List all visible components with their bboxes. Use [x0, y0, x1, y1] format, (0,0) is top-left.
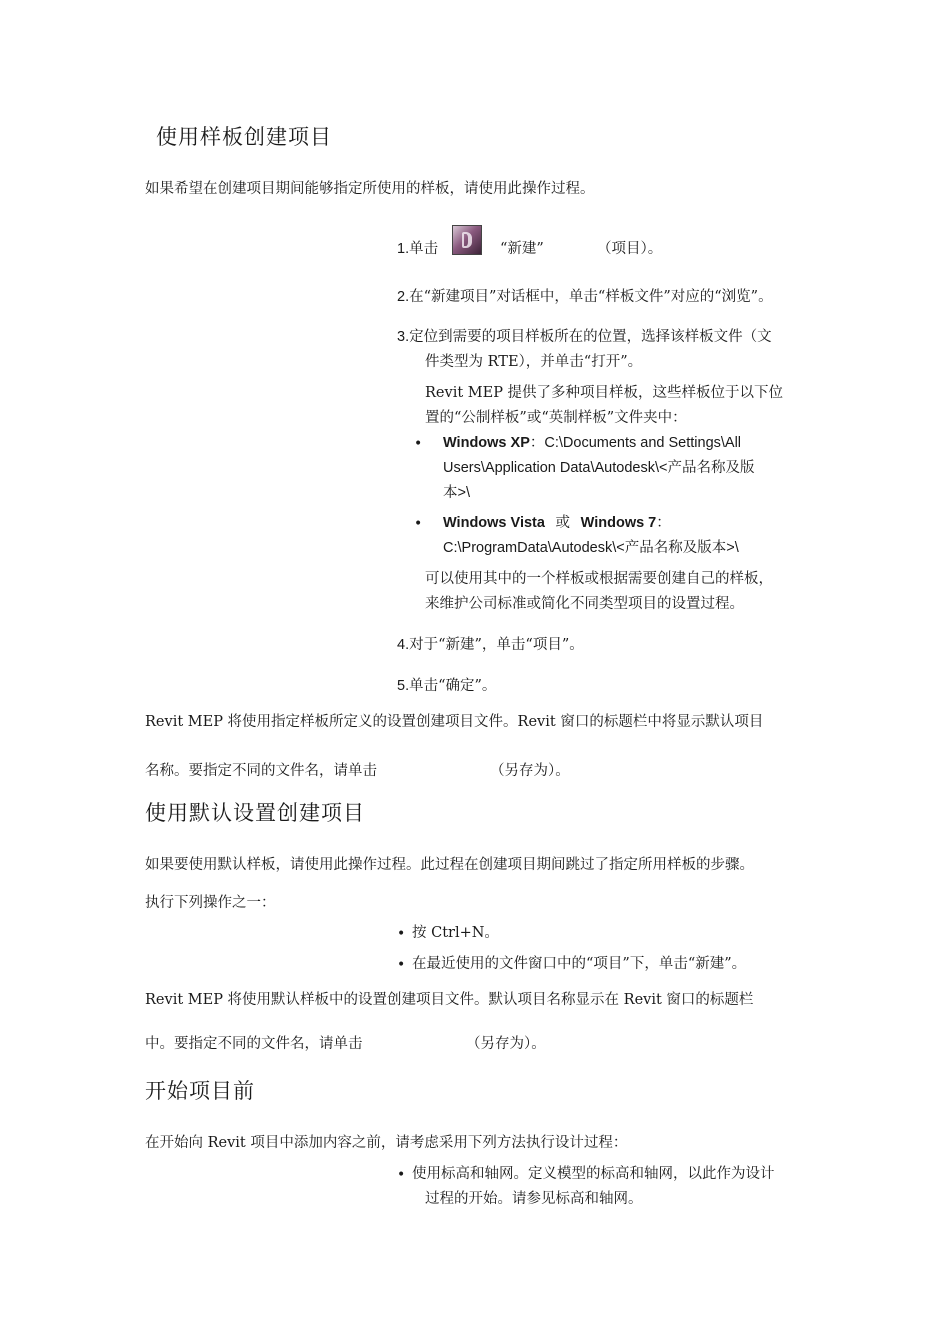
section-heading: 使用默认设置创建项目	[145, 801, 365, 825]
bullet-ctrl-n: 按 Ctrl+N。	[412, 925, 499, 941]
new-icon[interactable]	[452, 225, 482, 255]
section-intro: 在开始向 Revit 项目中添加内容之前，请考虑采用下列方法执行设计过程：	[145, 1135, 628, 1151]
save-as-label: （另存为）。	[490, 763, 570, 779]
section-intro-2: 执行下列操作之一：	[145, 895, 276, 911]
step-1-suffix: （项目）。	[597, 241, 663, 257]
step-3	[397, 325, 772, 350]
bullet-marker: •	[414, 516, 423, 532]
bullet-marker: •	[397, 1167, 406, 1183]
path-text-line3: 本>\	[443, 485, 470, 501]
bullet-levels-grids-line2: 过程的开始。请参见标高和轴网。	[425, 1191, 643, 1207]
section-heading: 开始项目前	[145, 1079, 255, 1103]
step-number: 5.	[397, 678, 410, 694]
result-line1: Revit MEP 将使用指定样板所定义的设置创建项目文件。Revit 窗口的标题栏中将显示默认项目	[145, 714, 764, 730]
step-text: 单击“确定”。	[409, 678, 497, 694]
path-text: ：C:\Documents and Settings\All	[529, 435, 742, 451]
step-text: 定位到需要的项目样板所在的位置，选择该样板文件（文	[409, 329, 772, 345]
step-text: 在“新建项目”对话框中，单击“样板文件”对应的“浏览”。	[409, 289, 773, 305]
step-text: 单击	[409, 241, 439, 257]
step-number: 4.	[397, 637, 410, 653]
step-number: 1.	[397, 241, 410, 257]
or-text: 或	[555, 515, 571, 531]
step-3-after-line1: 可以使用其中的一个样板或根据需要创建自己的样板，	[425, 571, 773, 587]
os-label: Windows Vista	[443, 515, 545, 531]
step-4	[397, 633, 584, 658]
bullet-levels-grids: 使用标高和轴网。定义模型的标高和轴网，以此作为设计	[412, 1166, 775, 1182]
step-1-label: “新建”	[500, 241, 544, 257]
result-line2: 中。要指定不同的文件名，请单击	[145, 1036, 363, 1052]
bullet-windows-xp	[443, 431, 741, 456]
step-3-after-line2: 来维护公司标准或简化不同类型项目的设置过程。	[425, 596, 744, 612]
bullet-marker: •	[414, 436, 423, 452]
bullet-recent-files: 在最近使用的文件窗口中的“项目”下，单击“新建”。	[412, 956, 747, 972]
save-as-label: （另存为）。	[466, 1036, 546, 1052]
section-intro: 如果希望在创建项目期间能够指定所使用的样板，请使用此操作过程。	[145, 181, 595, 197]
result-line2: 名称。要指定不同的文件名，请单击	[145, 763, 377, 779]
bullet-marker: •	[397, 926, 406, 942]
step-3-note-line1: Revit MEP 提供了多种项目样板，这些样板位于以下位	[425, 385, 784, 401]
step-3-line2: 件类型为 RTE），并单击“打开”。	[425, 354, 643, 370]
path-text-line2: Users\Application Data\Autodesk\<产品名称及版	[443, 460, 755, 476]
colon: ：	[656, 515, 671, 531]
step-2	[397, 285, 773, 310]
step-text: 对于“新建”，单击“项目”。	[409, 637, 584, 653]
os-label: Windows 7	[580, 515, 657, 531]
step-5	[397, 674, 496, 699]
section-intro: 如果要使用默认样板，请使用此操作过程。此过程在创建项目期间跳过了指定所用样板的步骤。	[145, 857, 754, 873]
step-number: 2.	[397, 289, 410, 305]
step-number: 3.	[397, 329, 410, 345]
path-text-line2: C:\ProgramData\Autodesk\<产品名称及版本>\	[443, 540, 739, 556]
section-heading: 使用样板创建项目	[156, 125, 332, 149]
step-3-note-line2: 置的“公制样板”或“英制样板”文件夹中：	[425, 410, 687, 426]
result-line1: Revit MEP 将使用默认样板中的设置创建项目文件。默认项目名称显示在 Revit 窗口的标题栏	[145, 992, 754, 1008]
bullet-marker: •	[397, 957, 406, 973]
step-1	[397, 237, 438, 262]
bullet-windows-vista-7	[443, 511, 671, 536]
os-label: Windows XP	[443, 435, 530, 451]
